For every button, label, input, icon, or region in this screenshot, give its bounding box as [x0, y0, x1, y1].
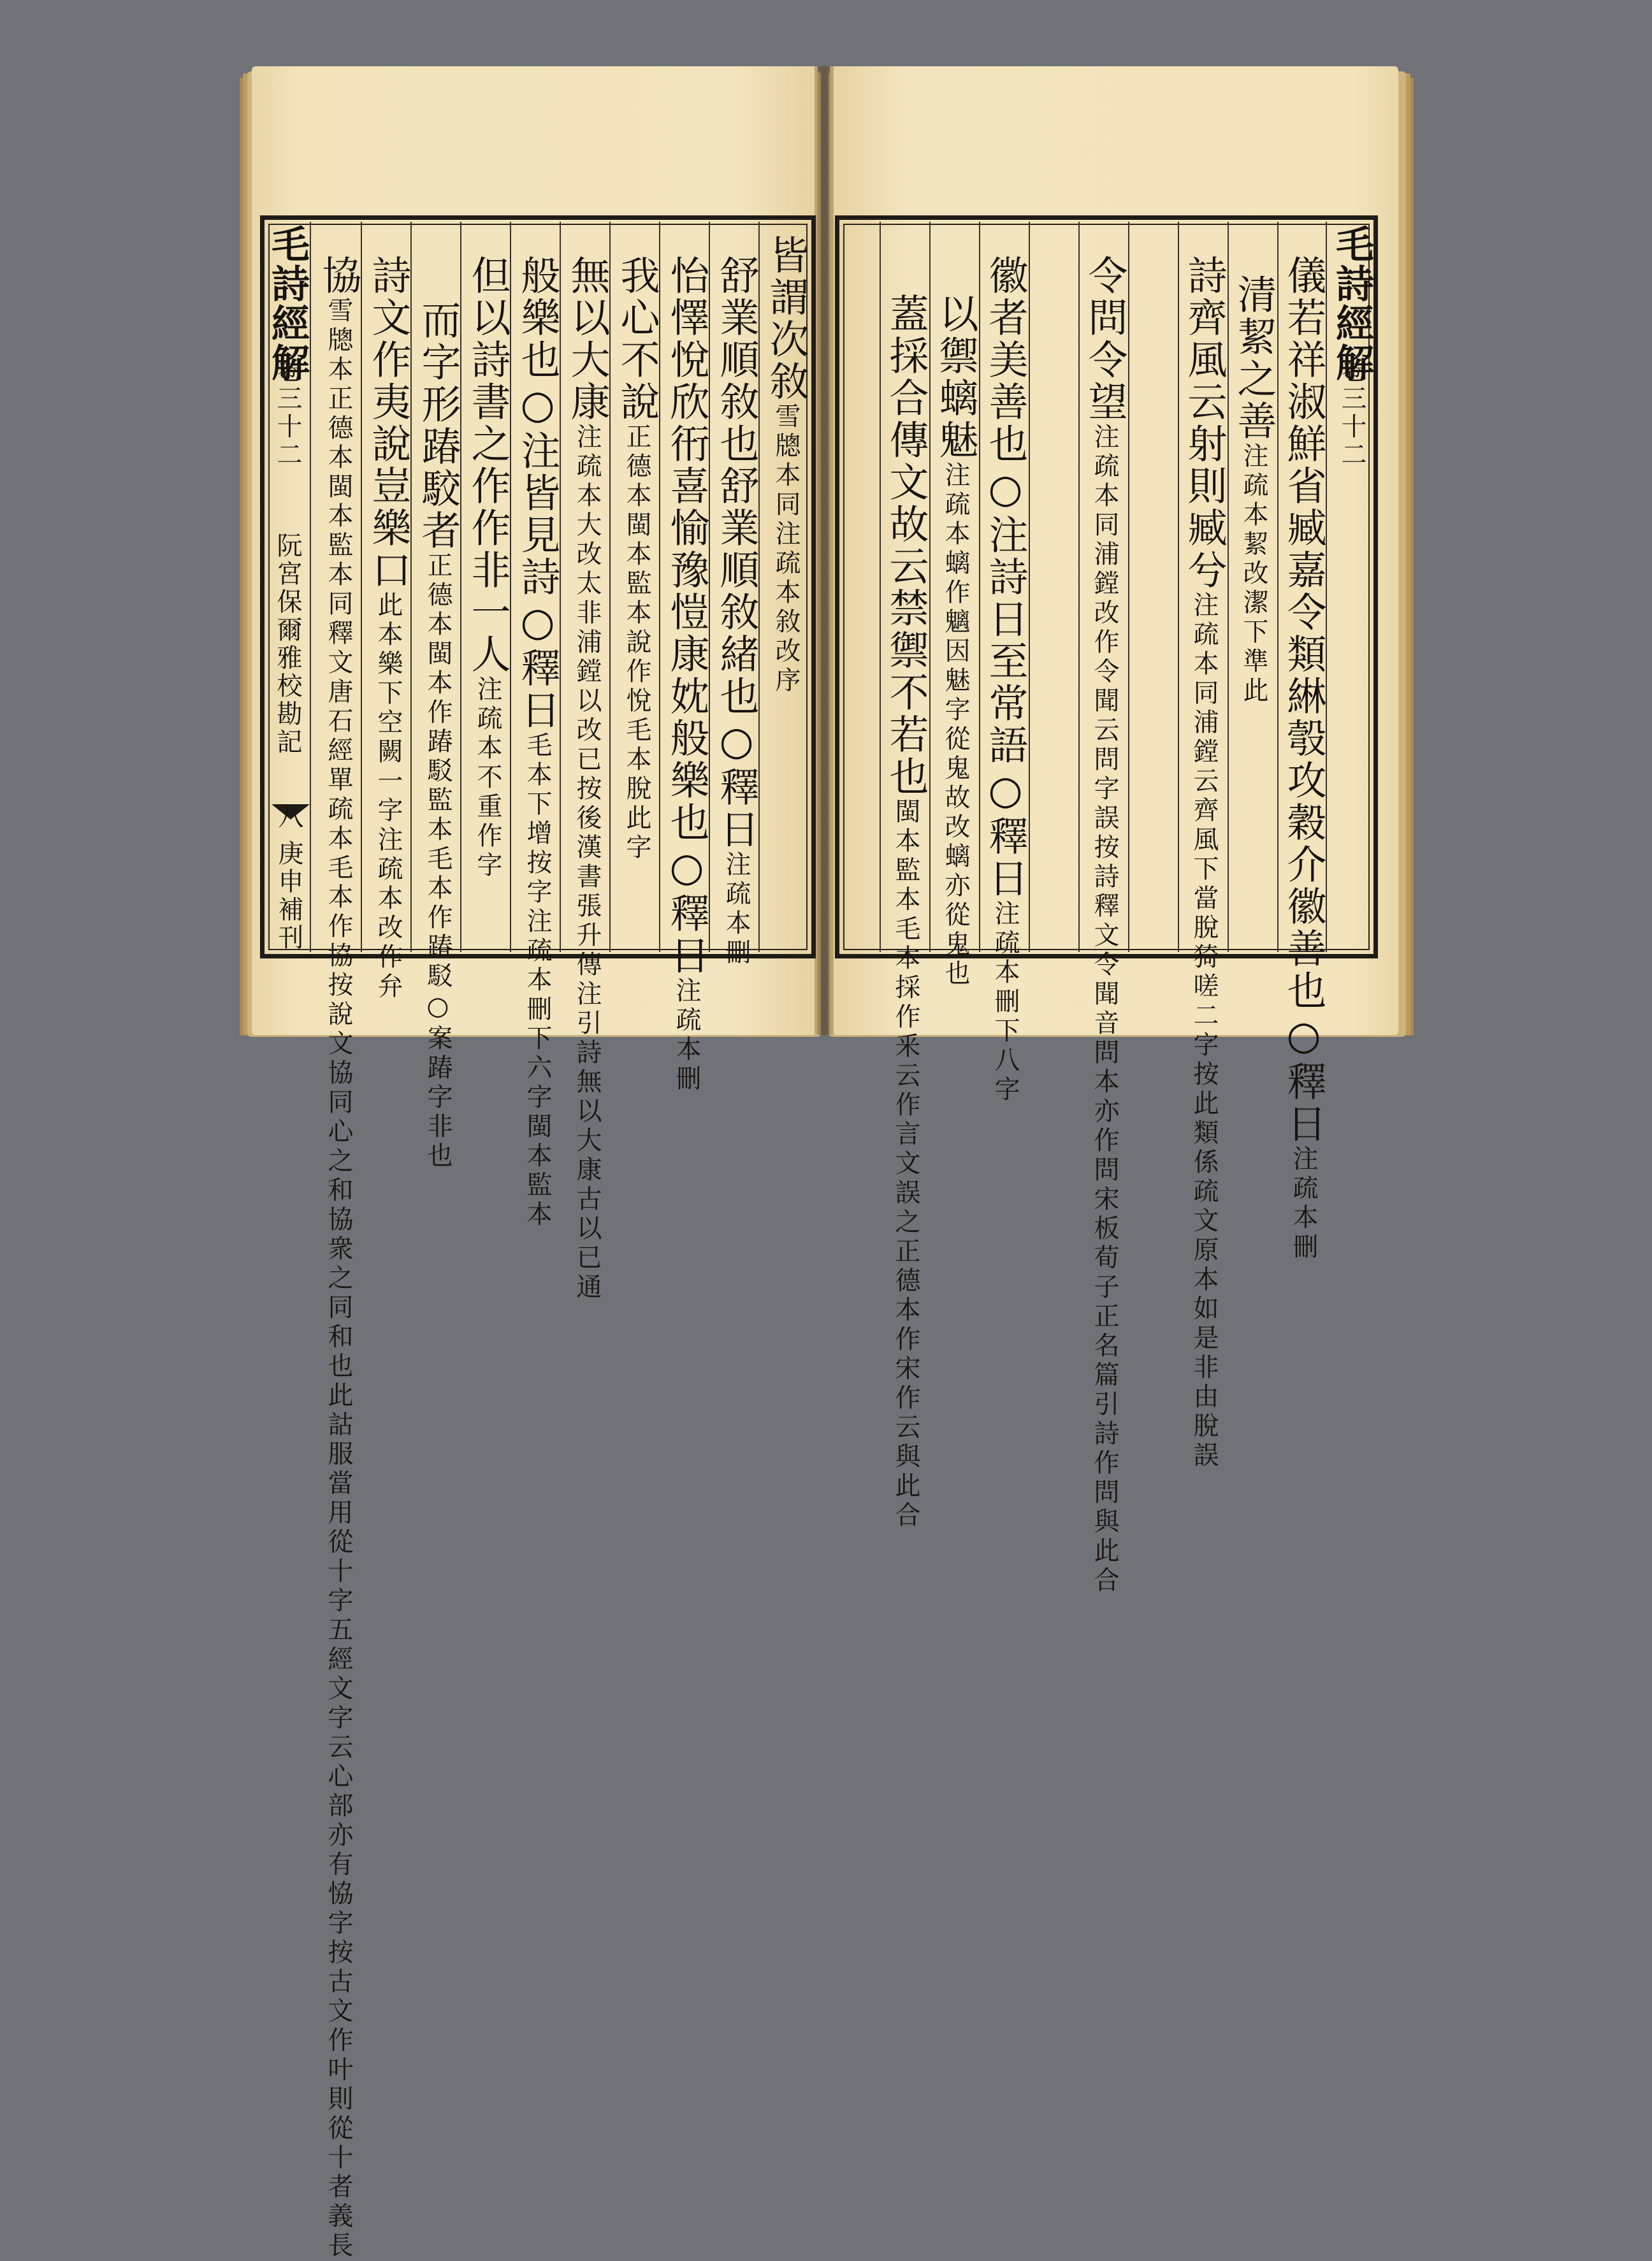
- text-column: 徽者美善也○注詩日至常語○釋日注疏本刪下八字: [982, 255, 1029, 1105]
- text-column: 儀若祥淑鮮省臧嘉令類綝彀攻穀介徽善也○釋日注疏本刪: [1280, 255, 1327, 1262]
- text-column: 詩文作夷說豈樂口此本樂下空闕一字注疏本改作弁: [365, 255, 412, 1002]
- text-column: 無以大康注疏本大改太非浦鏜以改已按後漢書張升傳注引詩無以大康古以已通: [564, 255, 611, 1303]
- text-column: 蓋採合傳文故云禁禦不若也閩本監本毛本採作釆云作言文誤之正德本作宋作云與此合: [883, 293, 929, 1531]
- text-column: 以禦螭魅注疏本螭作魑因魅字從鬼故改螭亦從鬼也: [932, 293, 979, 989]
- text-column: 詩齊風云射則臧兮注疏本同浦鏜云齊風下當脫猗嗟二字按此類係疏文原本如是非由脫誤: [1181, 255, 1228, 1471]
- left-band-title: 毛詩經解: [265, 224, 310, 382]
- right-band-title: 毛詩經解: [1330, 224, 1374, 382]
- text-column: 但以詩書之作作非一人注疏本不重作字: [465, 255, 511, 881]
- column-rule: [880, 222, 881, 952]
- text-column: 我心不說正德本閩本監本說作悅毛本脫此字: [614, 255, 660, 863]
- column-rule: [1228, 222, 1229, 952]
- column-rule: [979, 222, 980, 952]
- column-rule: [1078, 222, 1080, 952]
- text-column: 舒業順敘也舒業順敘緒也○釋日注疏本刪: [713, 255, 760, 968]
- text-column: 皆謂次敘雪牕本同注疏本敘改序: [763, 235, 809, 696]
- book-gutter: [815, 66, 834, 1035]
- column-rule: [1277, 222, 1279, 952]
- column-rule: [1029, 222, 1030, 952]
- text-column: 協雪牕本正德本閩本監本同釋文唐石經單疏本毛本作協按說文協同心之和協衆之同和也此詁服當用從十字五經文字云心部亦有恊字按古文作叶則從十者義長: [315, 255, 362, 2261]
- text-column: 清絜之善注疏本絜改潔下準此: [1231, 274, 1277, 706]
- left-band-volume: 卷三十二: [273, 357, 302, 469]
- column-rule: [1178, 222, 1179, 952]
- text-column: 怡懌悅欣衎喜愉豫愷康妉般樂也○釋日注疏本刪: [663, 255, 710, 1094]
- text-column: 令問令望注疏本同浦鏜改作令聞云問字誤按詩釋文令聞音問本亦作問宋板荀子正名篇引詩作問與此合: [1082, 255, 1128, 1596]
- left-band-edition: 庚申補刊: [274, 840, 303, 952]
- column-rule: [310, 222, 311, 952]
- column-rule: [361, 222, 362, 952]
- text-column: 般樂也○注皆見詩○釋日毛本下增按字注疏本刪下六字閩本監本: [514, 255, 561, 1230]
- left-band-folio: 八: [274, 803, 303, 831]
- left-band-series: 阮宮保爾雅校勘記: [273, 532, 302, 756]
- right-band-volume: 卷三十二: [1337, 357, 1366, 469]
- text-column: 而字形踳駮者正德本閩本作踳駁監本毛本作踳駁○案踳字非也: [415, 300, 461, 1171]
- column-rule: [929, 222, 931, 952]
- column-rule: [1128, 222, 1129, 952]
